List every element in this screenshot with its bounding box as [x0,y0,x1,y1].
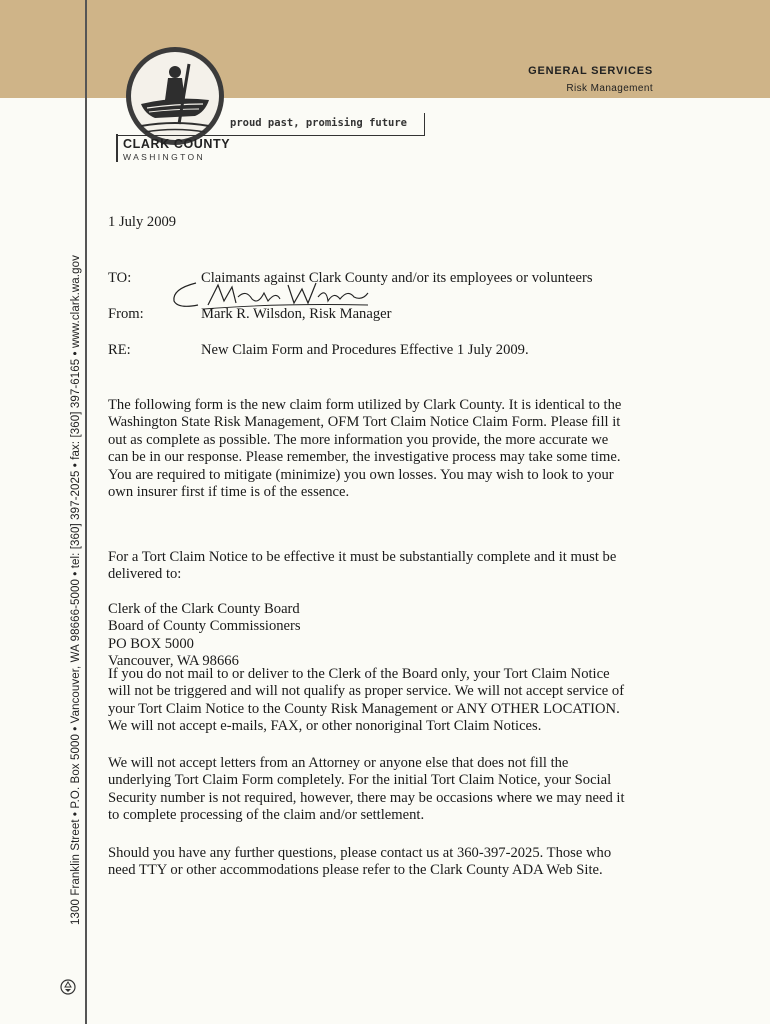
department-title: GENERAL SERVICES [528,65,653,77]
division-title: Risk Management [566,83,653,94]
paragraph-intro [108,397,621,501]
paragraph-line: We will not accept letters from an Attorney or anyone else that does not fill the [108,755,569,771]
paragraph-line: Security number is not required, however, there may be occasions where we may need it [108,789,625,806]
from-label: From: [108,306,144,322]
to-value: Claimants against Clark County and/or its employees or volunteers [201,270,593,286]
handwritten-signature [168,279,378,317]
paragraph-line: For a Tort Claim Notice to be effective it must be substantially complete and it must be [108,549,617,565]
address-line: Clerk of the Clark County Board [108,601,300,617]
re-value: New Claim Form and Procedures Effective 1 July 2009. [201,342,529,358]
paragraph-line: can be in our response. Please remember, the investigative process may take some time. [108,449,621,466]
paragraph-service [108,666,624,736]
to-label: TO: [108,270,132,286]
paragraph-attorney [108,755,625,825]
re-label: RE: [108,342,131,358]
paragraph-contact [108,845,611,880]
mailing-address [108,601,301,671]
paragraph-line: own insurer first if time is of the essence. [108,484,350,501]
sidebar-contact-info: 1300 Franklin Street • P.O. Box 5000 • Vancouver, WA 98666-5000 • tel: [360] 397-2025 • fax: [360] 397-6165 • www.clark.wa.gov [70,255,82,925]
address-line: PO BOX 5000 [108,635,194,652]
paragraph-line: underlying Tort Claim Form completely. For the initial Tort Claim Notice, your Social [108,772,612,789]
paragraph-line: We will not accept e-mails, FAX, or other nonoriginal Tort Claim Notices. [108,718,542,735]
county-rule [116,134,118,162]
address-line: Vancouver, WA 98666 [108,653,239,670]
letterhead-band [0,0,770,98]
paragraph-line: need TTY or other accommodations please refer to the Clark County ADA Web Site. [108,862,603,879]
tagline: proud past, promising future [230,117,408,129]
county-name: CLARK COUNTY [123,137,231,151]
paragraph-line: to complete processing of the claim and/or settlement. [108,807,425,824]
paragraph-line: The following form is the new claim form utilized by Clark County. It is identical to the [108,397,622,413]
from-value: Mark R. Wilsdon, Risk Manager [201,306,392,322]
paragraph-line: out as complete as possible. The more information you provide, the more accurate we [108,431,609,448]
paragraph-line: Should you have any further questions, please contact us at 360-397-2025. Those who [108,845,612,861]
county-state: WASHINGTON [123,152,206,162]
memo-date: 1 July 2009 [108,214,177,230]
paragraph-line: Washington State Risk Management, OFM Tort Claim Notice Claim Form. Please fill it [108,414,621,431]
paragraph-line: You are required to mitigate (minimize) you own losses. You may wish to look to your [108,466,614,483]
paragraph-line: delivered to: [108,566,182,583]
address-line: Board of County Commissioners [108,618,301,635]
paragraph-delivery [108,549,616,584]
paragraph-line: your Tort Claim Notice to the County Risk Management or ANY OTHER LOCATION. [108,700,620,717]
paragraph-line: If you do not mail to or deliver to the Clerk of the Board only, your Tort Claim Notice [108,666,610,682]
recycle-icon [60,979,76,995]
paragraph-line: will not be triggered and will not qualify as proper service. We will not accept service of [108,683,625,700]
margin-rule [85,0,87,1024]
